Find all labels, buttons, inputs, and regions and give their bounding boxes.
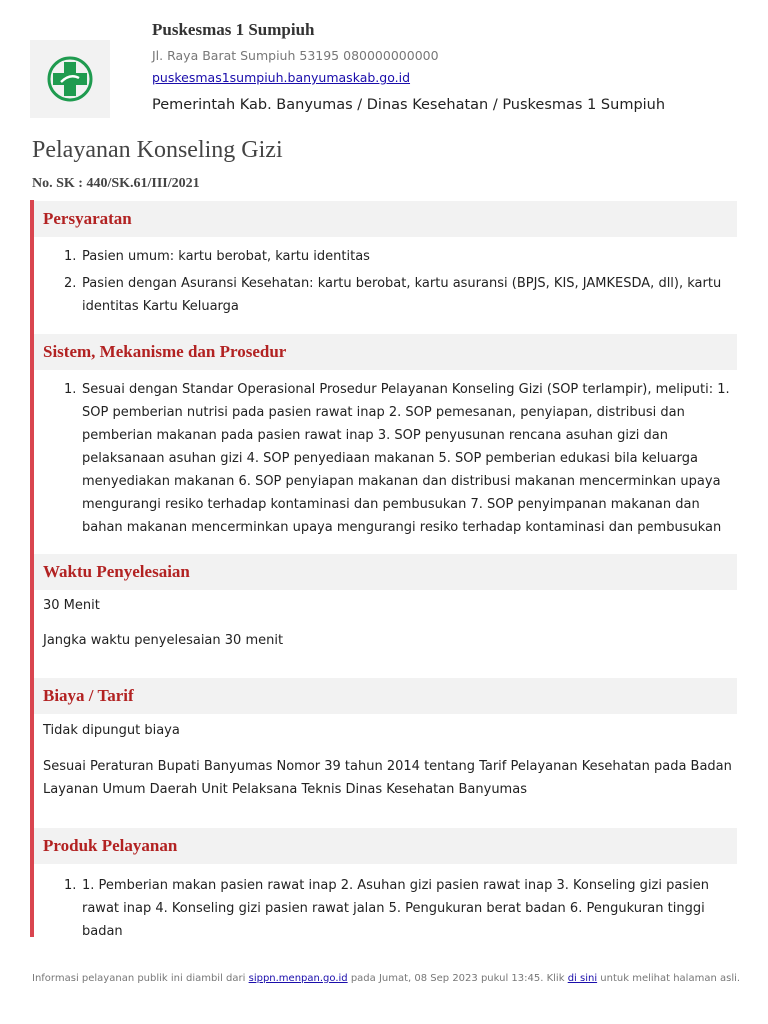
biaya-value: Tidak dipungut biaya [43,723,180,738]
list-item-text: Sesuai dengan Standar Operasional Prosedur Pelayanan Konseling Gizi (SOP terlampir), meliputi: 1. SOP pemberian nutrisi pada pasien rawat inap 2. SOP pemesanan, penyiapan, distribusi dan pemberian makanan pada pasien rawat inap 3. SOP penyusunan rencana asuhan gizi dan pelaksanaan asuhan gizi 4. SOP penyediaan makanan 5. SOP pemberian edukasi bila keluarga menyediakan makanan 6. SOP penyiapan makanan dan distribusi makanan mencerminkan upaya mengurangi resiko terhadap kontaminasi dan pembusukan 7. SOP penyimpanan makanan dan bahan makanan mencerminkan upaya mengurangi resiko terhadap kontaminasi dan pembusukan [82,382,730,535]
list-number: 1. [64,382,77,397]
biaya-note: Sesuai Peraturan Bupati Banyumas Nomor 39 tahun 2014 tentang Tarif Pelayanan Kesehatan pada Badan Layanan Umum Daerah Unit Pelaksana Teknis Dinas Kesehatan Banyumas [43,759,732,797]
page-header [30,18,740,118]
original-page-link[interactable]: di sini [567,973,598,984]
list-item-text: Pasien dengan Asuransi Kesehatan: kartu berobat, kartu asuransi (BPJS, KIS, JAMKESDA, dll), kartu identitas Kartu Keluarga [82,276,722,314]
section-title-biaya: Biaya / Tarif [34,678,737,714]
list-item-text: Pasien umum: kartu berobat, kartu identitas [82,249,370,264]
org-address: Jl. Raya Barat Sumpiuh 53195 080000000000 [152,48,439,63]
list-item [64,378,737,539]
list-item [64,245,737,268]
section-title-prosedur: Sistem, Mekanisme dan Prosedur [34,334,737,370]
breadcrumb: Pemerintah Kab. Banyumas / Dinas Kesehatan / Puskesmas 1 Sumpiuh [152,97,666,113]
sk-number: No. SK : 440/SK.61/III/2021 [32,176,200,191]
section-title-waktu: Waktu Penyelesaian [34,554,737,590]
section-title-persyaratan: Persyaratan [34,201,737,237]
org-website-link[interactable]: puskesmas1sumpiuh.banyumaskab.go.id [152,70,411,85]
source-link[interactable]: sippn.menpan.go.id [248,973,348,984]
footer-note [32,973,752,984]
service-details [30,200,737,937]
produk-list [34,874,737,943]
waktu-value: 30 Menit [43,598,100,613]
footer-prefix: Informasi pelayanan publik ini diambil dari [32,973,246,984]
prosedur-list [34,378,737,539]
list-number: 1. [64,878,77,893]
page-title: Pelayanan Konseling Gizi [32,137,283,163]
footer-suffix: untuk melihat halaman asli. [600,973,741,984]
waktu-note: Jangka waktu penyelesaian 30 menit [43,633,284,648]
list-item [64,272,737,318]
list-number: 2. [64,276,77,291]
green-cross-logo-icon [47,56,93,102]
list-item [64,874,737,943]
logo [30,40,110,118]
list-number: 1. [64,249,77,264]
footer-middle: pada Jumat, 08 Sep 2023 pukul 13:45. Klik [350,973,565,984]
persyaratan-list [34,245,737,318]
section-title-produk: Produk Pelayanan [34,828,737,864]
org-name: Puskesmas 1 Sumpiuh [152,20,315,39]
list-item-text: 1. Pemberian makan pasien rawat inap 2. Asuhan gizi pasien rawat inap 3. Konseling gizi pasien rawat inap 4. Konseling gizi pasien rawat jalan 5. Pengukuran berat badan 6. Pengukuran tinggi badan [82,878,709,939]
